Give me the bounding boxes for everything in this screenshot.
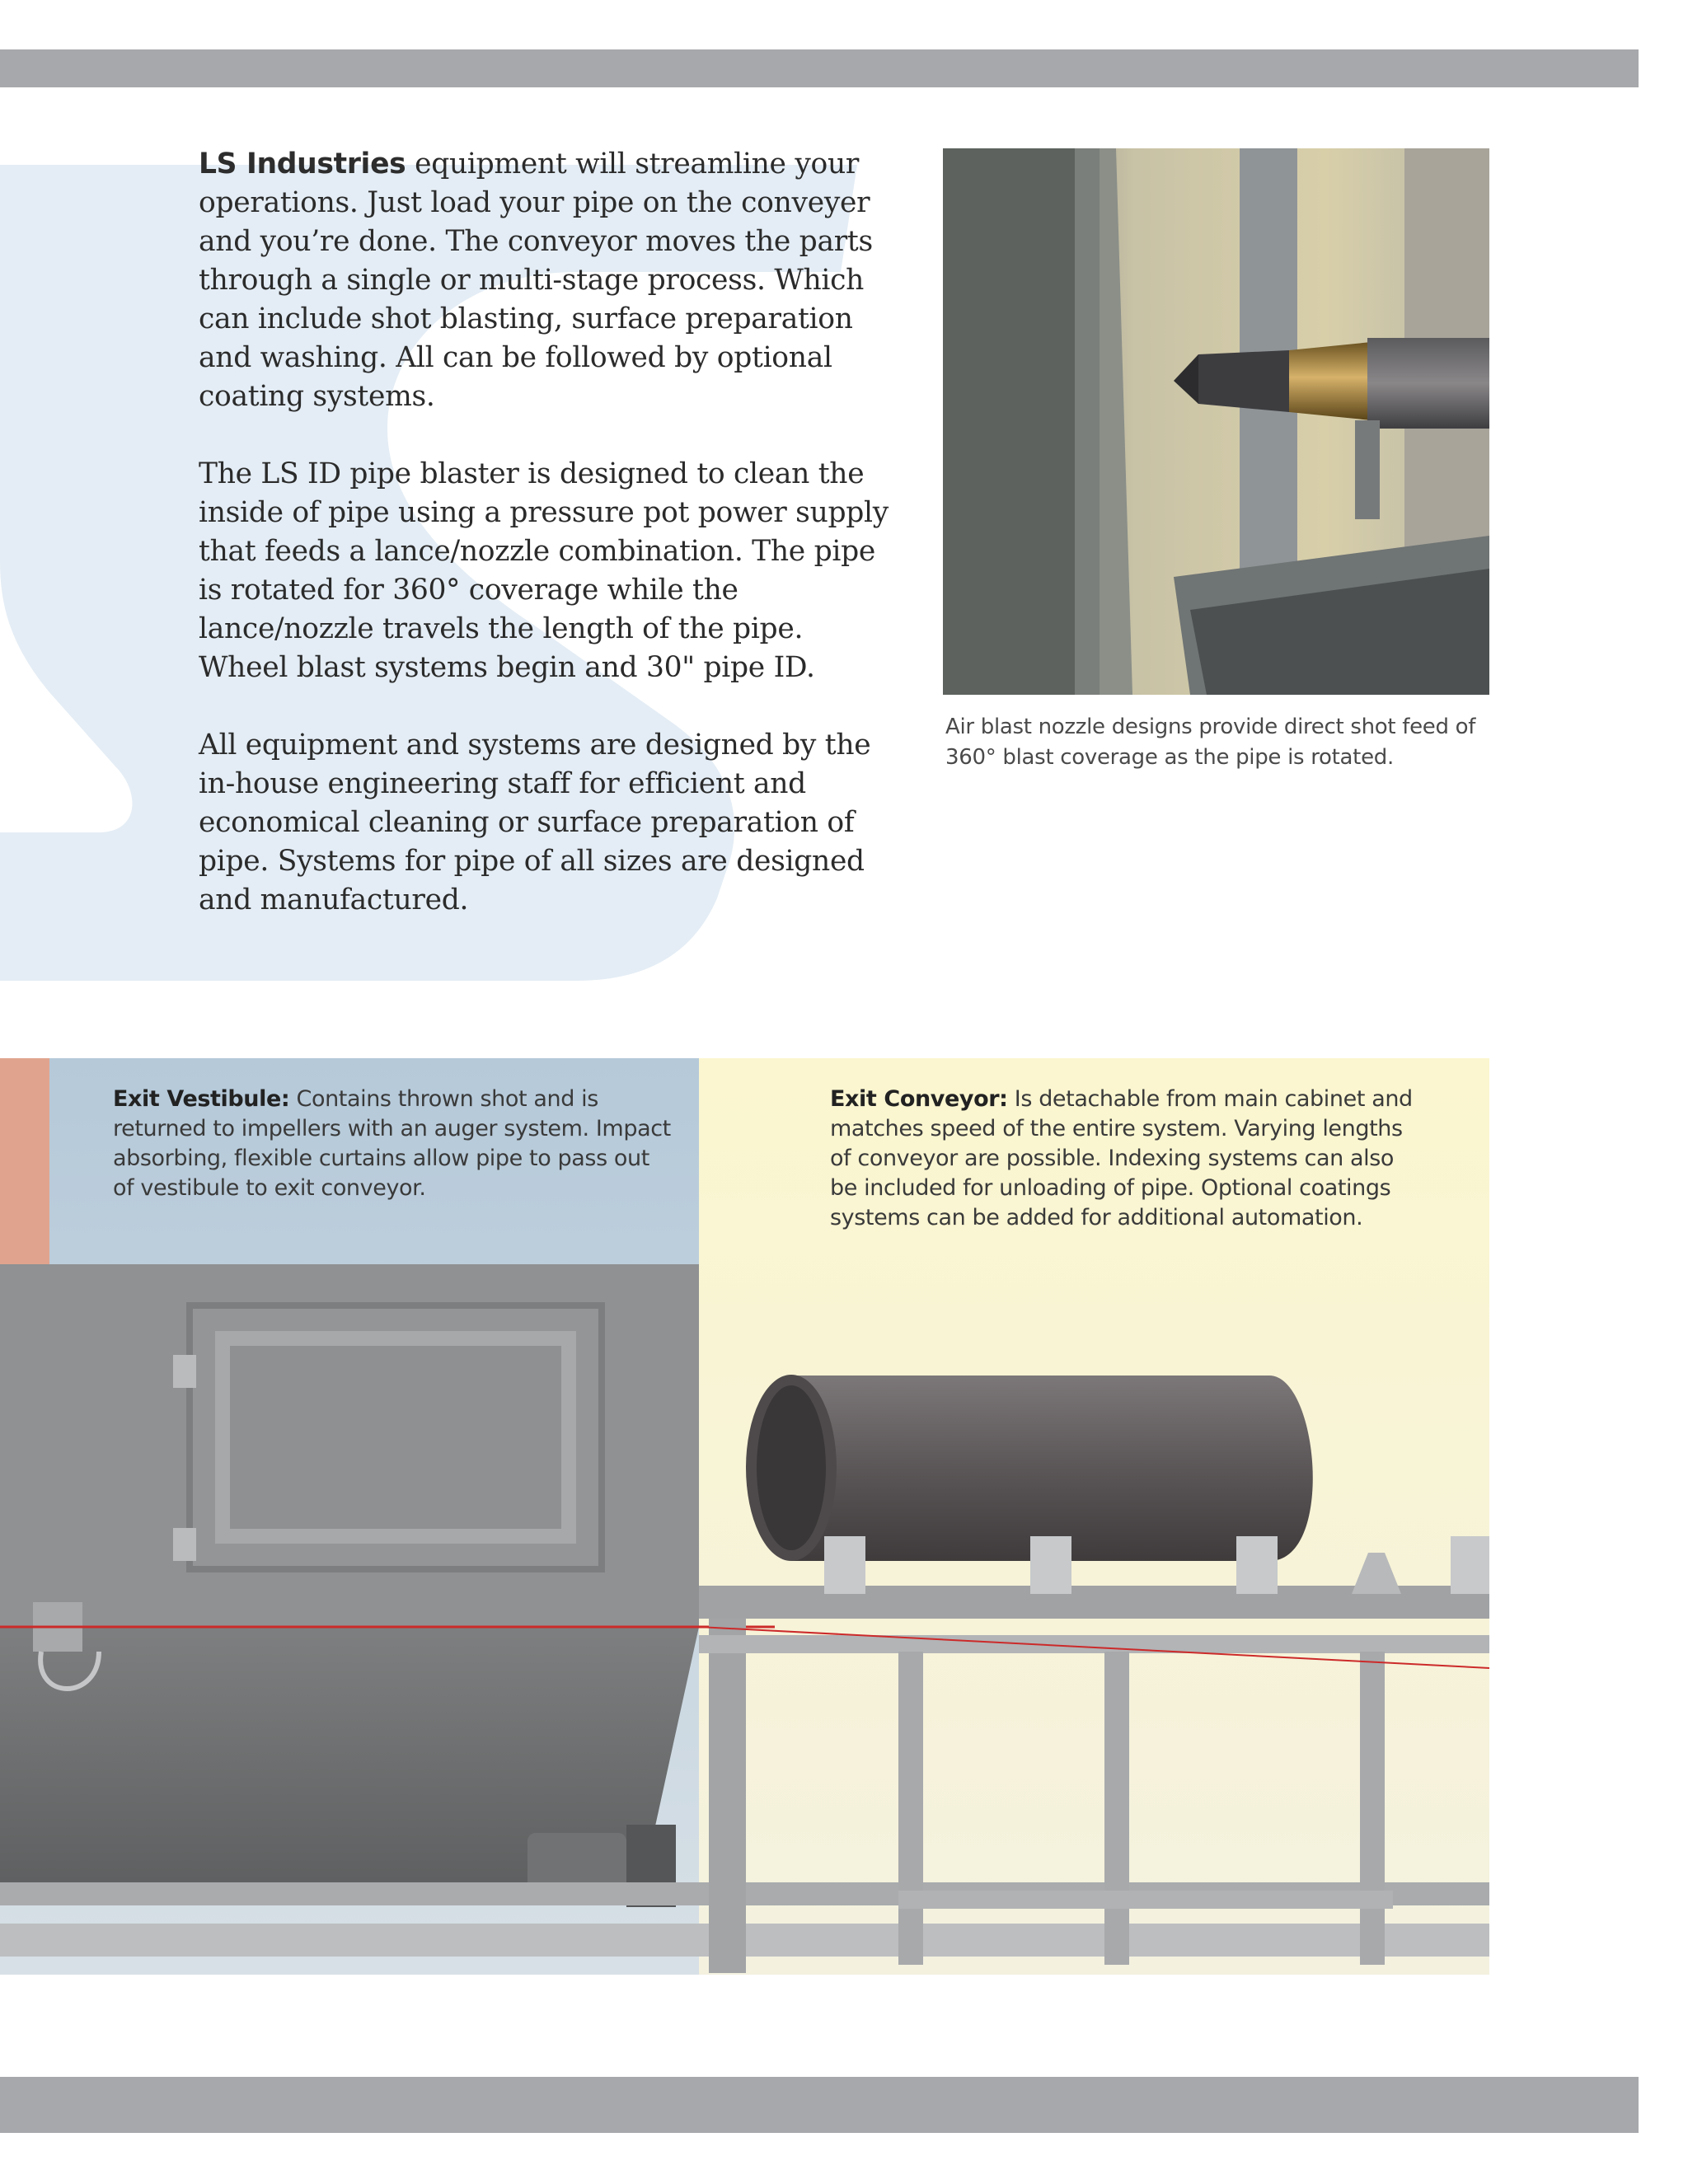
exit-conveyor-text: Is detachable from main cabinet and matches speed of the entire system. Varying lengths of conveyor are possible. Indexing systems can also be included for unloading of pipe. Optional coatings systems can be added for additional automation. <box>830 1086 1413 1230</box>
intro-paragraph-1-text: equipment will streamline your operations. Just load your pipe on the conveyer and you’re done. The conveyor moves the parts through a single or multi-stage process. Which can include shot blasting, surface preparation and washing. All can be followed by optional coating systems. <box>199 148 873 413</box>
intro-paragraph-1 <box>199 145 891 416</box>
nozzle-photo-caption: Air blast nozzle designs provide direct shot feed of 360° blast coverage as the pipe is rotated. <box>945 715 1476 770</box>
exit-conveyor-callout <box>830 1085 1423 1233</box>
intro-text <box>199 145 891 958</box>
exit-vestibule-text: Contains thrown shot and is returned to impellers with an auger system. Impact absorbing, flexible curtains allow pipe to pass out of vestibule to exit conveyor. <box>113 1086 671 1201</box>
intro-paragraph-2: The LS ID pipe blaster is designed to clean the inside of pipe using a pressure pot power supply that feeds a lance/nozzle combination. The pipe is rotated for 360° coverage while the lance/nozzle travels the length of the pipe. Wheel blast systems begin and 30" pipe ID. <box>199 457 889 684</box>
exit-vestibule-callout <box>113 1085 673 1203</box>
exit-conveyor-label: Exit Conveyor: <box>830 1086 1008 1112</box>
brand-name: LS Industries <box>199 148 406 180</box>
bottom-band <box>0 2077 1639 2133</box>
nozzle-photo <box>943 148 1489 695</box>
exit-vestibule-label: Exit Vestibule: <box>113 1086 290 1112</box>
intro-paragraph-3: All equipment and systems are designed by the in-house engineering staff for efficient and economical cleaning or surface preparation of pipe. Systems for pipe of all sizes are designed and manufactured. <box>199 729 871 916</box>
